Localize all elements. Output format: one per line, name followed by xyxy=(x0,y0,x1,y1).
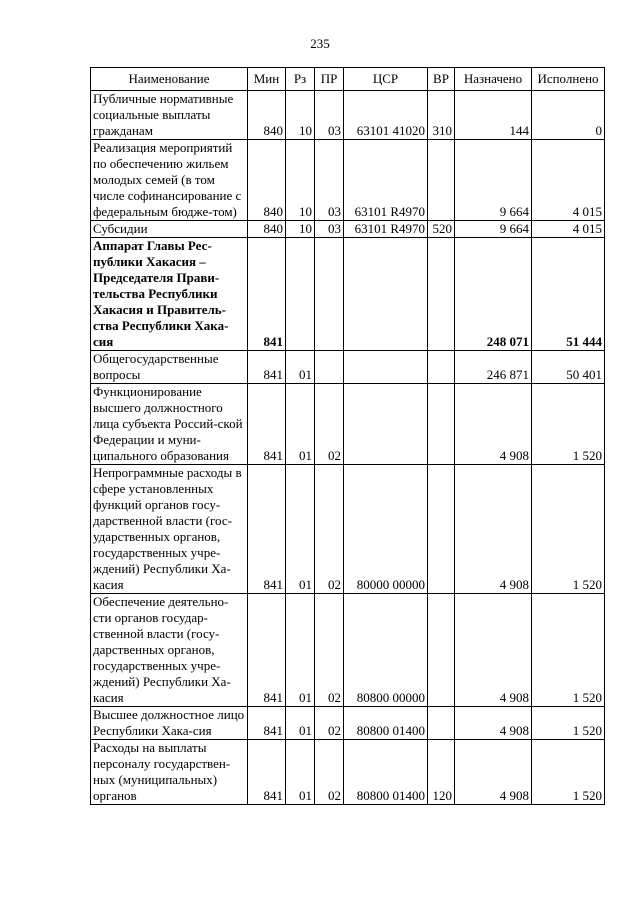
cell-rz: 01 xyxy=(286,384,315,465)
cell-name: Публичные нормативные социальные выплаты гражданам xyxy=(91,91,248,140)
cell-rz: 01 xyxy=(286,740,315,805)
cell-assigned: 4 908 xyxy=(455,707,532,740)
table-row xyxy=(91,740,605,805)
cell-min: 841 xyxy=(248,384,286,465)
cell-assigned: 248 071 xyxy=(455,238,532,351)
cell-csr: 80800 01400 xyxy=(344,740,428,805)
cell-executed: 0 xyxy=(532,91,605,140)
cell-assigned: 246 871 xyxy=(455,351,532,384)
cell-pr: 02 xyxy=(315,740,344,805)
header-min: Мин xyxy=(248,68,286,91)
cell-min: 841 xyxy=(248,465,286,594)
cell-assigned: 4 908 xyxy=(455,740,532,805)
header-csr: ЦСР xyxy=(344,68,428,91)
cell-pr: 02 xyxy=(315,384,344,465)
cell-rz: 01 xyxy=(286,707,315,740)
cell-min: 841 xyxy=(248,707,286,740)
cell-pr: 02 xyxy=(315,594,344,707)
cell-vr xyxy=(428,351,455,384)
cell-csr: 63101 R4970 xyxy=(344,221,428,238)
cell-assigned: 9 664 xyxy=(455,221,532,238)
cell-vr xyxy=(428,140,455,221)
table-header-row xyxy=(91,68,605,91)
cell-csr: 63101 41020 xyxy=(344,91,428,140)
table-row xyxy=(91,221,605,238)
cell-min: 841 xyxy=(248,238,286,351)
cell-rz xyxy=(286,238,315,351)
cell-pr: 03 xyxy=(315,221,344,238)
budget-table xyxy=(90,67,605,805)
cell-csr: 80800 01400 xyxy=(344,707,428,740)
cell-vr: 520 xyxy=(428,221,455,238)
cell-name: Общегосударственные вопросы xyxy=(91,351,248,384)
cell-pr: 03 xyxy=(315,140,344,221)
cell-rz: 10 xyxy=(286,91,315,140)
table-row xyxy=(91,238,605,351)
cell-pr xyxy=(315,351,344,384)
cell-csr: 63101 R4970 xyxy=(344,140,428,221)
cell-name: Аппарат Главы Рес-публики Хакасия – Председателя Прави-тельства Республики Хакасия и Правитель-ства Республики Хака-сия xyxy=(91,238,248,351)
cell-executed: 51 444 xyxy=(532,238,605,351)
header-vr: ВР xyxy=(428,68,455,91)
cell-rz: 10 xyxy=(286,221,315,238)
cell-executed: 4 015 xyxy=(532,140,605,221)
header-rz: Рз xyxy=(286,68,315,91)
cell-vr: 310 xyxy=(428,91,455,140)
cell-assigned: 4 908 xyxy=(455,384,532,465)
cell-name: Обеспечение деятельно-сти органов государ-ственной власти (госу-дарственных органов, государственных учре-ждений) Республики Ха-касия xyxy=(91,594,248,707)
cell-min: 841 xyxy=(248,740,286,805)
table-body xyxy=(91,91,605,805)
table-row xyxy=(91,384,605,465)
cell-min: 840 xyxy=(248,140,286,221)
cell-name: Непрограммные расходы в сфере установленных функций органов госу-дарственной власти (гос-ударственных органов, государственных учре-ждений) Республики Ха-касия xyxy=(91,465,248,594)
cell-rz: 01 xyxy=(286,465,315,594)
header-executed: Исполнено xyxy=(532,68,605,91)
cell-name: Субсидии xyxy=(91,221,248,238)
cell-executed: 1 520 xyxy=(532,740,605,805)
table-row xyxy=(91,594,605,707)
cell-assigned: 144 xyxy=(455,91,532,140)
cell-vr xyxy=(428,465,455,594)
cell-assigned: 9 664 xyxy=(455,140,532,221)
cell-min: 841 xyxy=(248,351,286,384)
table-row xyxy=(91,140,605,221)
cell-executed: 4 015 xyxy=(532,221,605,238)
cell-name: Функционирование высшего должностного лица субъекта Россий-ской Федерации и муни-ципального образования xyxy=(91,384,248,465)
page-number: 235 xyxy=(310,36,330,51)
table-row xyxy=(91,91,605,140)
cell-vr xyxy=(428,707,455,740)
cell-vr xyxy=(428,384,455,465)
cell-executed: 50 401 xyxy=(532,351,605,384)
cell-assigned: 4 908 xyxy=(455,465,532,594)
cell-pr: 03 xyxy=(315,91,344,140)
table-row xyxy=(91,351,605,384)
cell-pr: 02 xyxy=(315,707,344,740)
cell-csr xyxy=(344,384,428,465)
header-pr: ПР xyxy=(315,68,344,91)
cell-min: 840 xyxy=(248,221,286,238)
cell-executed: 1 520 xyxy=(532,707,605,740)
cell-assigned: 4 908 xyxy=(455,594,532,707)
cell-vr xyxy=(428,594,455,707)
cell-pr xyxy=(315,238,344,351)
cell-csr xyxy=(344,238,428,351)
cell-name: Реализация мероприятий по обеспечению жильем молодых семей (в том числе софинансирование с федеральным бюдже-том) xyxy=(91,140,248,221)
cell-name: Высшее должностное лицо Республики Хака-сия xyxy=(91,707,248,740)
cell-csr: 80000 00000 xyxy=(344,465,428,594)
cell-pr: 02 xyxy=(315,465,344,594)
table-row xyxy=(91,465,605,594)
cell-min: 840 xyxy=(248,91,286,140)
cell-csr: 80800 00000 xyxy=(344,594,428,707)
cell-csr xyxy=(344,351,428,384)
cell-rz: 01 xyxy=(286,594,315,707)
cell-min: 841 xyxy=(248,594,286,707)
cell-name: Расходы на выплаты персоналу государствен-ных (муниципальных) органов xyxy=(91,740,248,805)
cell-executed: 1 520 xyxy=(532,594,605,707)
cell-rz: 01 xyxy=(286,351,315,384)
cell-rz: 10 xyxy=(286,140,315,221)
header-name: Наименование xyxy=(91,68,248,91)
cell-vr xyxy=(428,238,455,351)
table-row xyxy=(91,707,605,740)
cell-executed: 1 520 xyxy=(532,384,605,465)
cell-executed: 1 520 xyxy=(532,465,605,594)
cell-vr: 120 xyxy=(428,740,455,805)
header-assigned: Назначено xyxy=(455,68,532,91)
